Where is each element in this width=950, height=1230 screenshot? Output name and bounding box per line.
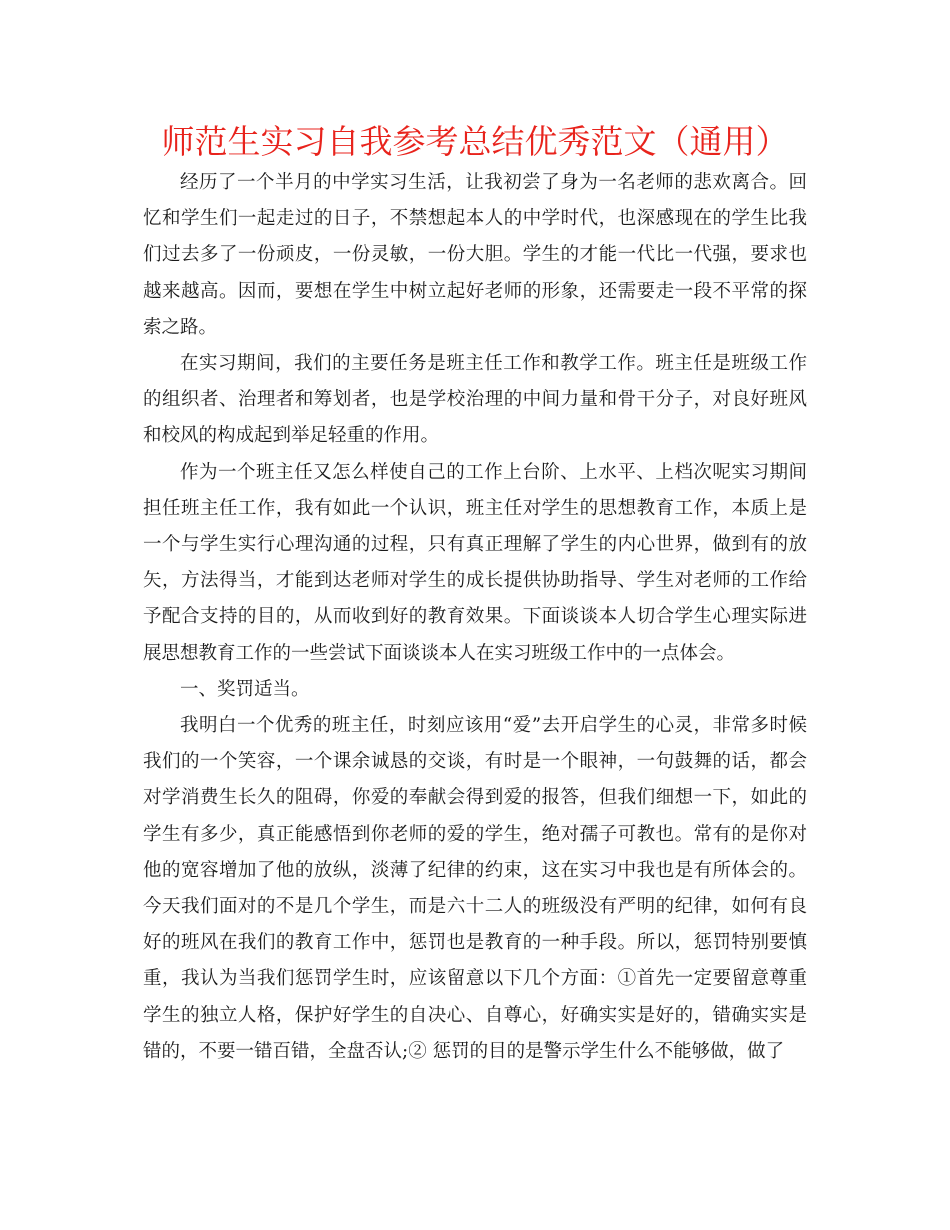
paragraph-tasks: 在实习期间，我们的主要任务是班主任工作和教学工作。班主任是班级工作的组织者、治理者和筹划者，也是学校治理的中间力量和骨干分子，对良好班风和校风的构成起到举足轻重的作用。 xyxy=(143,353,807,447)
paragraph-intro: 经历了一个半月的中学实习生活，让我初尝了身为一名老师的悲欢离合。回忆和学生们一起走过的日子，不禁想起本人的中学时代，也深感现在的学生比我们过去多了一份顽皮，一份灵敏，一份大胆。学生的才能一代比一代强，要求也越来越高。因而，要想在学生中树立起好老师的形象，还需要走一段不平常的探索之路。 xyxy=(143,172,807,338)
section-heading-rewards: 一、奖罚适当。 xyxy=(180,678,310,700)
paragraph-head-teacher: 作为一个班主任又怎么样使自己的工作上台阶、上水平、上档次呢实习期间担任班主任工作，我有如此一个认识，班主任对学生的思想教育工作，本质上是一个与学生实行心理沟通的过程，只有真正理解了学生的内心世界，做到有的放矢，方法得当，才能到达老师对学生的成长提供协助指导、学生对老师的工作给予配合支持的目的，从而收到好的教育效果。下面谈谈本人切合学生心理实际进展思想教育工作的一些尝试下面谈谈本人在实习班级工作中的一点体会。 xyxy=(143,461,807,664)
document-body xyxy=(143,165,807,1070)
document-title: 师范生实习自我参考总结优秀范文（通用） xyxy=(161,122,789,161)
paragraph-rewards: 我明白一个优秀的班主任，时刻应该用“爱”去开启学生的心灵，非常多时候我们的一个笑容，一个课余诚恳的交谈，有时是一个眼神，一句鼓舞的话，都会对学消费生长久的阻碍，你爱的奉献会得到爱的报答，但我们细想一下，如此的学生有多少，真正能感悟到你老师的爱的学生，绝对孺子可教也。常有的是你对他的宽容增加了他的放纵，淡薄了纪律的约束，这在实习中我也是有所体会的。今天我们面对的不是几个学生，而是六十二人的班级没有严明的纪律，如何有良好的班风在我们的教育工作中，惩罚也是教育的一种手段。所以，惩罚特别要慎重，我认为当我们惩罚学生时，应该留意以下几个方面：①首先一定要留意尊重学生的独立人格，保护好学生的自决心、自尊心，好确实实是好的，错确实实是错的，不要一错百错，全盘否认;② 惩罚的目的是警示学生什么不能够做，做了 xyxy=(143,715,807,1062)
